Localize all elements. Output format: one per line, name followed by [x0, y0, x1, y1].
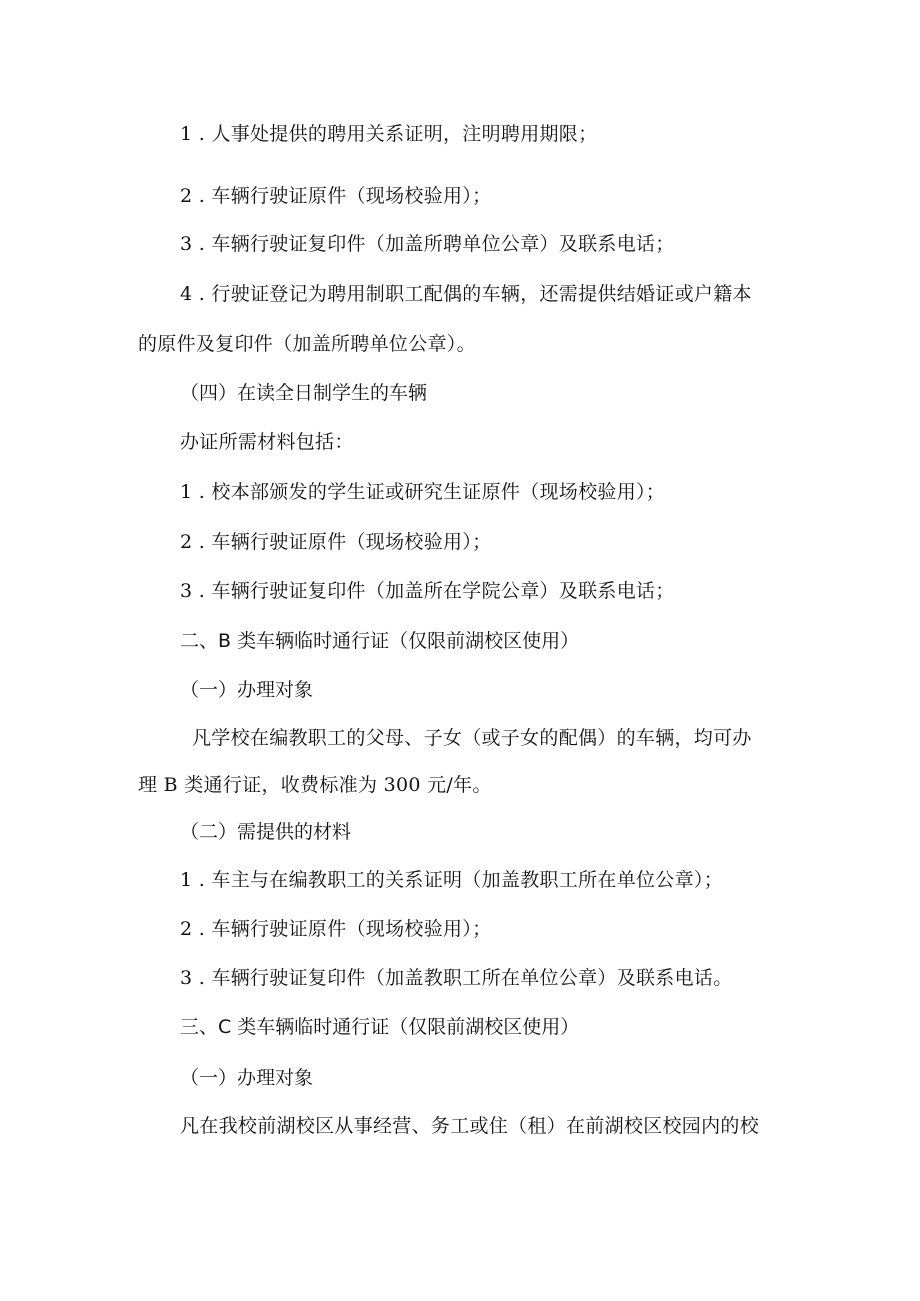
list-item-relationship-proof: 1 . 车主与在编教职工的关系证明（加盖教职工所在单位公章）； [180, 869, 724, 891]
materials-intro: 办证所需材料包括： [180, 431, 354, 453]
subsection-heading-applicants-b: （一）办理对象 [180, 679, 314, 701]
list-item-license-original: 2 . 车辆行驶证原件（现场校验用）； [180, 918, 492, 940]
paragraph-class-b-fee: 理 B 类通行证，收费标准为 300 元/年。 [138, 774, 492, 796]
list-item-license-original: 2 . 车辆行驶证原件（现场校验用）； [180, 531, 492, 553]
paragraph-class-c-eligibility: 凡在我校前湖校区从事经营、务工或住（租）在前湖校区校园内的校 [180, 1115, 760, 1137]
subsection-heading-materials-b: （二）需提供的材料 [180, 821, 352, 843]
list-item-license-original: 2 . 车辆行驶证原件（现场校验用）； [180, 185, 492, 207]
paragraph-class-b-eligibility: 凡学校在编教职工的父母、子女（或子女的配偶）的车辆，均可办 [192, 727, 752, 749]
list-item-spouse-vehicle-continued: 的原件及复印件（加盖所聘单位公章）。 [138, 333, 476, 355]
list-item-spouse-vehicle: 4 . 行驶证登记为聘用制职工配偶的车辆，还需提供结婚证或户籍本 [180, 283, 752, 305]
list-item-license-copy: 3 . 车辆行驶证复印件（加盖所聘单位公章）及联系电话； [180, 233, 675, 255]
subsection-heading-applicants-c: （一）办理对象 [180, 1067, 314, 1089]
list-item-hr-employment-proof: 1 . 人事处提供的聘用关系证明，注明聘用期限； [180, 123, 598, 145]
list-item-license-copy: 3 . 车辆行驶证复印件（加盖教职工所在单位公章）及联系电话。 [180, 967, 733, 989]
section-heading-class-b: 二、B 类车辆临时通行证（仅限前湖校区使用） [180, 630, 580, 652]
section-heading-class-c: 三、C 类车辆临时通行证（仅限前湖校区使用） [180, 1016, 580, 1038]
list-item-student-card: 1 . 校本部颁发的学生证或研究生证原件（现场校验用）； [180, 481, 666, 503]
section-heading-students: （四）在读全日制学生的车辆 [180, 382, 428, 404]
list-item-license-copy: 3 . 车辆行驶证复印件（加盖所在学院公章）及联系电话； [180, 580, 675, 602]
